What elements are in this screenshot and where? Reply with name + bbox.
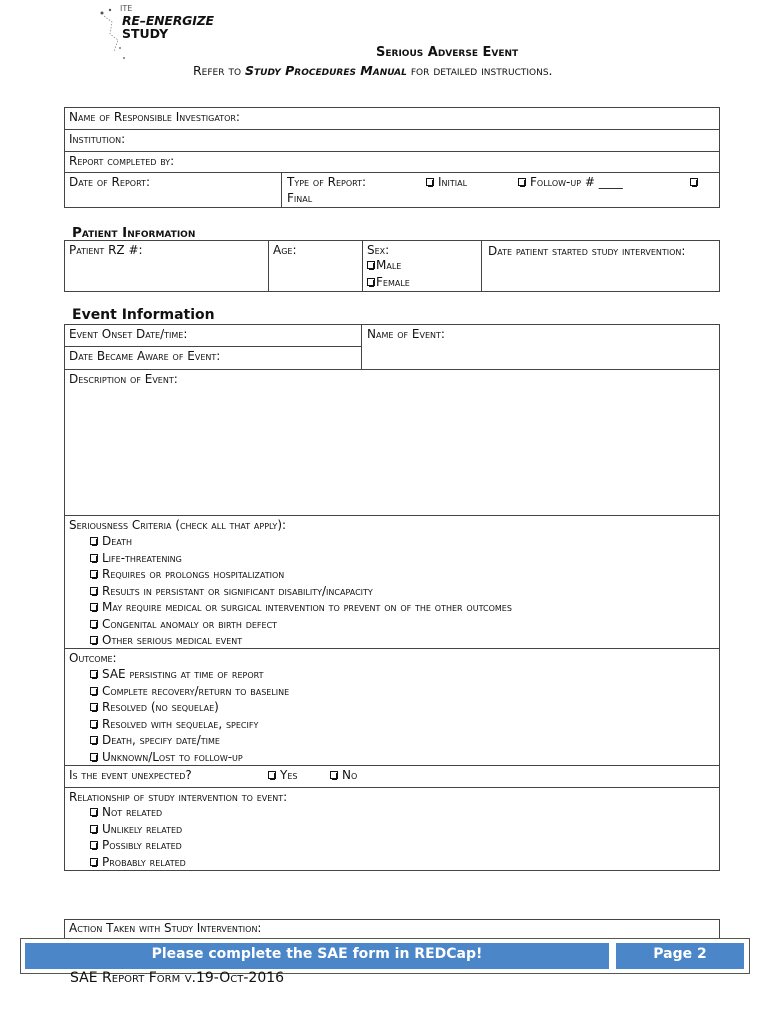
outcome-item[interactable]: SAE persisting at time of report [90,666,289,683]
outcome-checkbox[interactable] [90,753,98,761]
criteria-item[interactable]: Results in persistant or significant disability/incapacity [90,583,512,600]
final-checkbox[interactable] [690,178,698,186]
outcome-item[interactable]: Complete recovery/return to baseline [90,683,289,700]
criteria-checkbox[interactable] [90,554,98,562]
outcome-checkbox[interactable] [90,720,98,728]
relationship-item[interactable]: Not related [90,804,186,821]
relationship-label: Relationship of study intervention to event: [69,790,288,804]
institution-label[interactable]: Institution: [69,132,126,146]
criteria-checkbox[interactable] [90,587,98,595]
female-checkbox[interactable] [367,278,375,286]
outcome-item[interactable]: Death, specify date/time [90,732,289,749]
sex-male-option[interactable]: Male [367,257,401,274]
date-started-intervention-label[interactable]: Date patient started study intervention: [488,244,686,258]
male-checkbox[interactable] [367,261,375,269]
criteria-item[interactable]: Congenital anomaly or birth defect [90,616,512,633]
criteria-item[interactable]: Life-threatening [90,550,512,567]
criteria-item[interactable]: Other serious medical event [90,632,512,649]
banner-message[interactable]: Please complete the SAE form in REDCap! [151,946,483,962]
outcome-checkbox[interactable] [90,736,98,744]
outcome-list [90,666,289,765]
outcome-item[interactable]: Resolved (no sequelae) [90,699,289,716]
outcome-checkbox[interactable] [90,670,98,678]
patient-rz-label[interactable]: Patient RZ #: [69,243,143,257]
final-checkbox-wrap[interactable] [690,174,702,191]
criteria-item[interactable]: Requires or prolongs hospitalization [90,566,512,583]
relationship-checkbox[interactable] [90,858,98,866]
outcome-label: Outcome: [69,651,117,665]
date-became-aware-label[interactable]: Date Became Aware of Event: [69,349,221,363]
relationship-item[interactable]: Unlikely related [90,821,186,838]
criteria-checkbox[interactable] [90,570,98,578]
criteria-item[interactable]: Death [90,533,512,550]
page-number: Page 2 [653,946,707,962]
outcome-item[interactable]: Resolved with sequelae, specify [90,716,289,733]
criteria-checkbox[interactable] [90,537,98,545]
outcome-checkbox[interactable] [90,703,98,711]
event-section-title: Event Information [72,307,215,323]
outcome-item[interactable]: Unknown/Lost to follow-up [90,749,289,766]
outcome-checkbox[interactable] [90,687,98,695]
date-of-report-label[interactable]: Date of Report: [69,175,150,189]
report-type-followup[interactable]: Follow-up # ____ [518,174,623,191]
report-completed-by-label[interactable]: Report completed by: [69,154,175,168]
sex-label: Sex: [367,243,390,257]
refer-prefix: Refer to [193,63,246,78]
yes-checkbox[interactable] [268,771,276,779]
sex-female-option[interactable]: Female [367,274,410,291]
seriousness-criteria-list [90,533,512,649]
age-label[interactable]: Age: [273,243,297,257]
event-onset-label[interactable]: Event Onset Date/time: [69,327,188,341]
page-title: Serious Adverse Event [376,45,519,60]
seriousness-criteria-label: Seriousness Criteria (check all that apply): [69,518,287,532]
relationship-item[interactable]: Possibly related [90,837,186,854]
logo-line1: RE–ENERGIZE [122,13,214,28]
action-taken-label[interactable]: Action Taken with Study Intervention: [69,921,262,935]
report-type-final[interactable]: Final [287,191,313,205]
unexpected-no-option[interactable]: No [330,767,357,784]
no-checkbox[interactable] [330,771,338,779]
initial-checkbox[interactable] [426,178,434,186]
patient-section-title: Patient Information [72,225,196,241]
manual-name: Study Procedures Manual [245,63,407,78]
type-of-report-label: Type of Report: [287,175,367,189]
event-name-label[interactable]: Name of Event: [367,327,445,341]
criteria-checkbox[interactable] [90,620,98,628]
criteria-checkbox[interactable] [90,603,98,611]
relationship-list [90,804,186,870]
relationship-checkbox[interactable] [90,825,98,833]
followup-checkbox[interactable] [518,178,526,186]
relationship-item[interactable]: Probably related [90,854,186,871]
criteria-item[interactable]: May require medical or surgical intervention to prevent on of the other outcomes [90,599,512,616]
report-type-initial[interactable]: Initial [426,174,467,191]
refer-suffix: for detailed instructions. [406,63,553,78]
relationship-checkbox[interactable] [90,808,98,816]
logo-tiny-text: ITE [120,4,133,13]
criteria-checkbox[interactable] [90,636,98,644]
study-logo [96,4,226,64]
unexpected-yes-option[interactable]: Yes [268,767,297,784]
form-version: SAE Report Form v.19-Oct-2016 [70,970,285,986]
relationship-checkbox[interactable] [90,841,98,849]
investigator-name-label[interactable]: Name of Responsible Investigator: [69,110,240,124]
logo-line2: STUDY [122,26,169,41]
event-description-label[interactable]: Description of Event: [69,372,178,386]
unexpected-label: Is the event unexpected? [69,768,192,782]
refer-instructions [193,63,553,78]
